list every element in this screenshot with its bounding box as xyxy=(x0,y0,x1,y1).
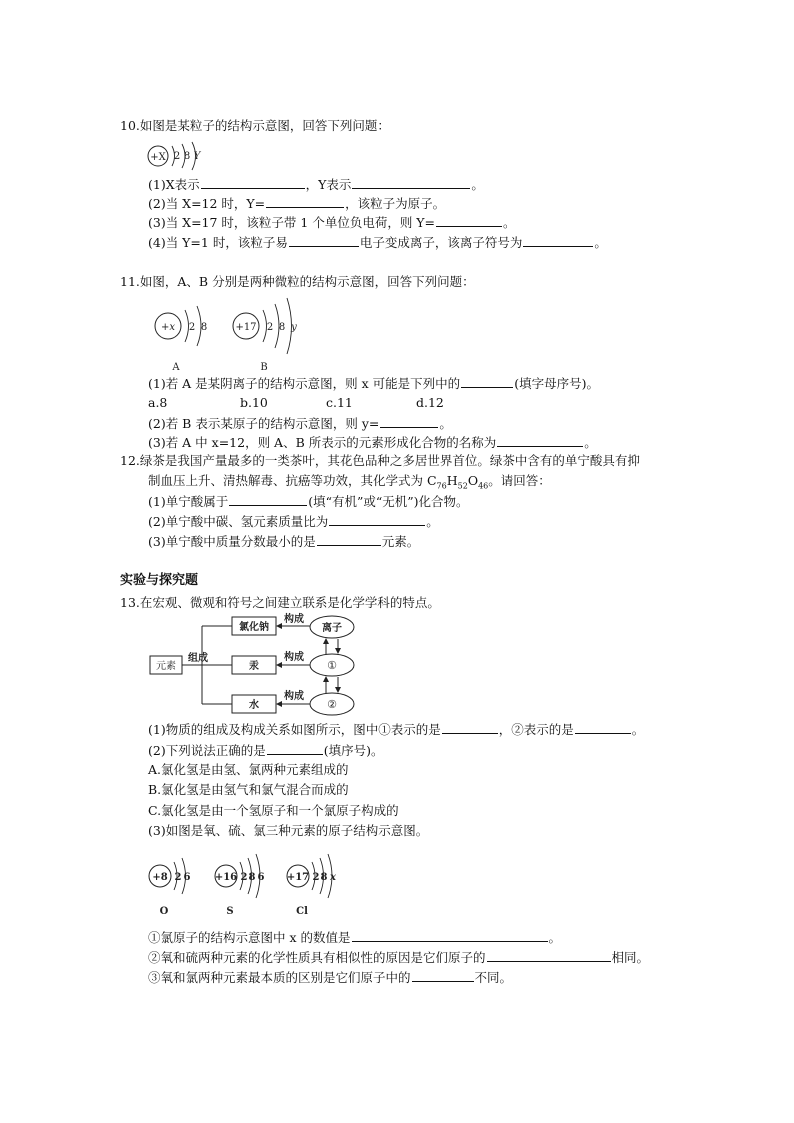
q13-sub-3: ③氧和氯两种元素最本质的区别是它们原子中的 不同。 xyxy=(148,967,512,987)
q12-line-1: (1)单宁酸属于 (填“有机”或“无机”)化合物。 xyxy=(148,491,469,511)
q13-construct-label-3: 构成 xyxy=(284,691,304,702)
q10-shell-2: 8 xyxy=(183,151,191,162)
q13-cl-shell-2: 8 xyxy=(320,872,328,883)
section-title: 实验与探究题 xyxy=(120,573,199,588)
q10-nucleus: +X xyxy=(150,152,166,163)
q13-particle-2: ② xyxy=(327,698,337,711)
q13-o-shell-1: 2 xyxy=(174,872,182,883)
q12-blank-1[interactable] xyxy=(229,491,307,506)
q11-option-b[interactable]: b.10 xyxy=(240,395,268,410)
q10-blank-3[interactable] xyxy=(436,212,502,227)
q13-compose-label: 组成 xyxy=(188,653,208,664)
q13-blank-1a[interactable] xyxy=(442,719,498,734)
q13-line-1: (1)物质的组成及构成关系如图所示，图中①表示的是 ，②表示的是 。 xyxy=(148,719,644,739)
q10-blank-y[interactable] xyxy=(352,174,470,189)
q10-blank-4a[interactable] xyxy=(289,232,359,247)
q12-blank-3[interactable] xyxy=(317,531,381,546)
q11-blank-1[interactable] xyxy=(461,373,513,388)
q13-line-3: (3)如图是氧、硫、氯三种元素的原子结构示意图。 xyxy=(148,823,429,838)
q10-blank-x[interactable] xyxy=(201,174,305,189)
q13-cl-shell-1: 2 xyxy=(312,872,320,883)
q13-option-b[interactable]: B.氯化氢是由氢气和氯气混合而成的 xyxy=(148,782,349,797)
q12-line-3: (3)单宁酸中质量分数最小的是 元素。 xyxy=(148,531,419,551)
q11-b-nucleus: +17 xyxy=(235,322,257,333)
q13-o-shell-2: 6 xyxy=(183,872,191,883)
q10-atom-diagram xyxy=(144,140,214,174)
q11-option-c[interactable]: c.11 xyxy=(326,395,353,410)
q13-blank-2[interactable] xyxy=(267,740,323,755)
q13-relation-diagram xyxy=(146,612,386,716)
q13-element: 元素 xyxy=(156,661,176,672)
q13-particle-1: ① xyxy=(327,659,337,672)
q13-cl-label: Cl xyxy=(296,906,308,916)
q13-construct-label-1: 构成 xyxy=(284,614,304,625)
q11-line-1: (1)若 A 是某阴离子的结构示意图，则 x 可能是下列中的 (填字母序号)。 xyxy=(148,373,599,393)
q11-b-shell-3: y xyxy=(291,322,297,333)
q13-blank-s1[interactable] xyxy=(352,927,548,942)
q10-blank-2[interactable] xyxy=(266,193,344,208)
q11-b-label: B xyxy=(260,362,268,372)
q11-b-shell-1: 2 xyxy=(266,322,274,333)
q12-stem-2: 制血压上升、清热解毒、抗癌等功效，其化学式为 $C_{76}H_{52}O_{46}$。请回答： xyxy=(148,473,551,491)
q13-cl-shell-3: x xyxy=(330,872,336,883)
q12-stem-1: 12.绿茶是我国产量最多的一类茶叶，其花色品种之多居世界首位。绿茶中含有的单宁酸具有抑 xyxy=(120,453,640,468)
q13-construct-label-2: 构成 xyxy=(284,652,304,663)
q13-sub-2: ②氧和硫两种元素的化学性质具有相似性的原因是它们原子的 相同。 xyxy=(148,947,649,967)
q11-line-2: (2)若 B 表示某原子的结构示意图，则 y= 。 xyxy=(148,413,452,433)
q13-s-shell-2: 8 xyxy=(248,872,256,883)
q10-line-3: (3)当 X=17 时，该粒子带 1 个单位负电荷，则 Y= 。 xyxy=(148,212,516,232)
q11-a-nucleus: +x xyxy=(160,322,176,333)
q13-sub-1: ①氯原子的结构示意图中 x 的数值是 。 xyxy=(148,927,561,947)
q12-line-2: (2)单宁酸中碳、氢元素质量比为 。 xyxy=(148,511,439,531)
q13-blank-s2[interactable] xyxy=(487,947,611,962)
q10-blank-4b[interactable] xyxy=(523,232,593,247)
q13-o-nucleus: +8 xyxy=(152,872,168,883)
q13-option-c[interactable]: C.氯化氢是由一个氢原子和一个氯原子构成的 xyxy=(148,803,399,818)
q13-blank-1b[interactable] xyxy=(575,719,631,734)
q13-atom-diagrams xyxy=(144,852,354,916)
q13-blank-s3[interactable] xyxy=(412,967,474,982)
q13-s-shell-1: 2 xyxy=(240,872,248,883)
q13-particle-ion: 离子 xyxy=(322,623,342,634)
q11-line-3: (3)若 A 中 x=12，则 A、B 所表示的元素形成化合物的名称为 。 xyxy=(148,432,597,452)
q10-line-1: (1)X表示 ，Y表示 。 xyxy=(148,174,484,194)
q11-a-label: A xyxy=(172,362,180,372)
q11-a-shell-1: 2 xyxy=(188,322,196,333)
q10-stem: 10.如图是某粒子的结构示意图，回答下列问题： xyxy=(120,118,390,133)
q13-s-nucleus: +16 xyxy=(214,872,238,883)
q10-shell-3: Y xyxy=(193,151,201,162)
q13-substance-3: 水 xyxy=(249,700,259,711)
q13-line-2: (2)下列说法正确的是 (填序号)。 xyxy=(148,740,383,760)
q13-substance-2: 汞 xyxy=(249,661,259,672)
q13-s-shell-3: 6 xyxy=(257,872,265,883)
q13-s-label: S xyxy=(226,906,234,916)
q11-atom-diagrams xyxy=(148,290,318,372)
q13-stem: 13.在宏观、微观和符号之间建立联系是化学学科的特点。 xyxy=(120,595,440,610)
q11-stem: 11.如图，A、B 分别是两种微粒的结构示意图，回答下列问题： xyxy=(120,274,475,289)
q11-blank-2[interactable] xyxy=(380,413,438,428)
q11-options xyxy=(148,394,444,412)
q11-option-a[interactable]: a.8 xyxy=(148,395,168,410)
q11-blank-3[interactable] xyxy=(497,432,583,447)
q13-cl-nucleus: +17 xyxy=(286,872,310,883)
q11-a-shell-2: 8 xyxy=(200,322,208,333)
q13-o-label: O xyxy=(159,906,169,916)
q10-line-2: (2)当 X=12 时，Y= ，该粒子为原子。 xyxy=(148,193,445,213)
q11-b-shell-2: 8 xyxy=(278,322,286,333)
q13-substance-1: 氯化钠 xyxy=(239,622,269,633)
q10-shell-1: 2 xyxy=(173,151,181,162)
q12-blank-2[interactable] xyxy=(329,511,425,526)
q11-option-d[interactable]: d.12 xyxy=(416,395,444,410)
q13-option-a[interactable]: A.氯化氢是由氢、氯两种元素组成的 xyxy=(148,762,349,777)
q10-line-4: (4)当 Y=1 时，该粒子易 电子变成离子，该离子符号为 。 xyxy=(148,232,607,252)
